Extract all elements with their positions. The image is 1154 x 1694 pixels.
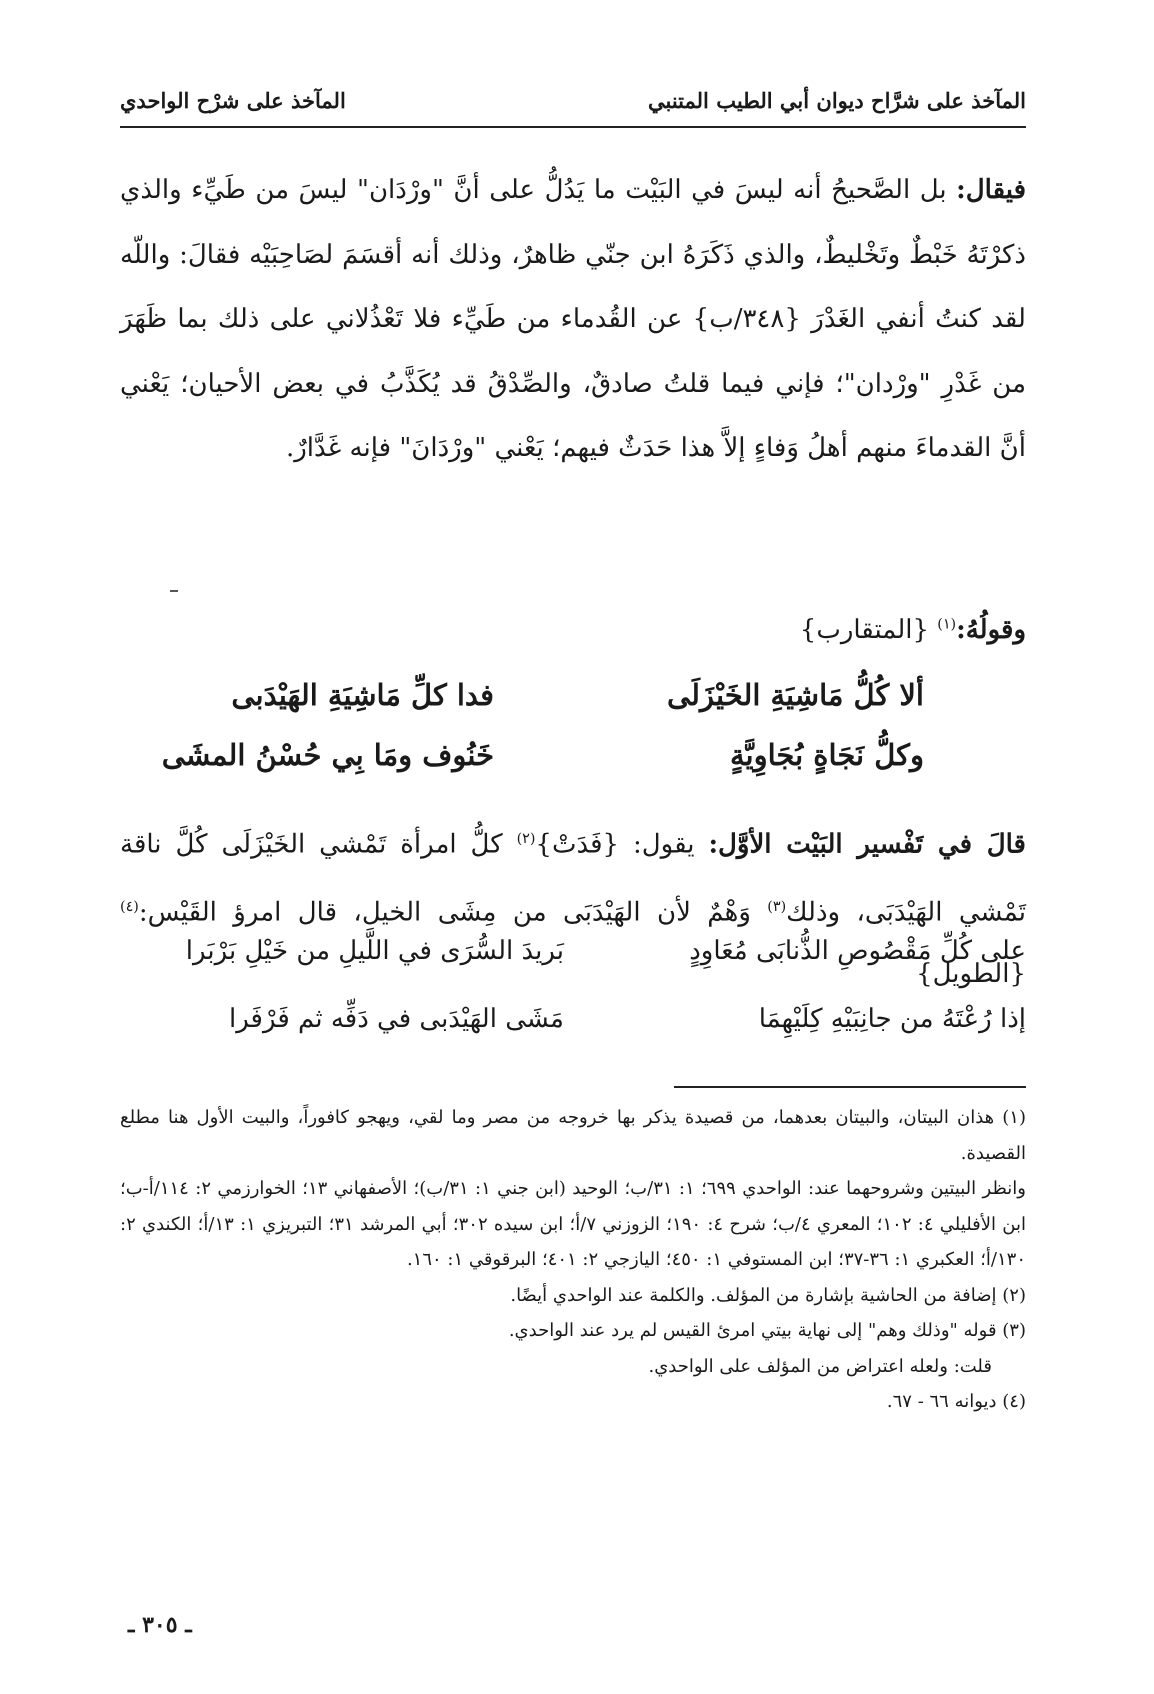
page-number: ـ ٣٠٥ ـ — [128, 1612, 192, 1638]
footnote-1b: وانظر البيتين وشروحهما عند: الواحدي ٦٩٩؛ ١: ٣١/ب؛ الوحيد (ابن جني ١: ٣١/ب)؛ الأصفهاني ١٣؛ الخوارزمي ٢: ١١٤/أ-ب؛ ابن الأفليلي ٤: ١٠٢؛ المعري ٤/ب؛ شرح ٤: ١٩٠؛ الزوزني ٧/أ؛ ابن سيده ٣٠٢؛ أبي المرشد ٣١؛ التبريزي ١: ١٣/أ؛ الكندي ٢: ١٣٠/أ؛ العكبري ١: ٣٦-٣٧؛ ابن المستوفي ١: ٤٥٠؛ اليازجي ٢: ٤٠١؛ البرقوقي ١: ١٦٠. — [120, 1178, 1026, 1270]
verse-1-first-hemistich: ألا كُلُّ مَاشِيَةِ الخَيْزَلَى — [667, 678, 924, 712]
footnote-ref-4: (٤) — [120, 898, 139, 915]
footnote-ref-2: (٢) — [516, 831, 536, 847]
commentary-meter: {الطويل} — [916, 959, 1026, 990]
running-header-section-title: المآخذ على شرْح الواحدي — [120, 88, 346, 113]
verse-2-first-hemistich: وكلُّ نَجَاةٍ بُجَاوِيَّةٍ — [729, 738, 924, 772]
quoted-verse-2-first-hemistich: إذا رُعْتَهُ من جانِبَيْهِ كِلَيْهِمَا — [758, 1004, 1026, 1034]
commentary-text-3: وَهْمٌ لأن الهَيْدَبَى من مِشَى الخيل، قال امرؤ القَيْس: — [138, 897, 768, 928]
header-rule — [120, 126, 1026, 128]
poem-intro-lead: وقولُهُ: — [956, 615, 1026, 645]
verse-1-second-hemistich: فدا كلِّ مَاشِيَةِ الهَيْدَبى — [231, 678, 494, 712]
commentary-text-2: كلُّ امرأة تَمْشي الخَيْزَلَى كُلَّ ناقة تَمْشي الهَيْدَبَى، وذلك — [120, 829, 1026, 928]
paragraph-lead: فيقال: — [956, 175, 1026, 205]
stray-mark — [170, 590, 178, 592]
footnote-ref-3: (٣) — [767, 898, 787, 915]
running-header-book-title: المآخذ على شرَّاح ديوان أبي الطيب المتنبي — [648, 88, 1026, 113]
footnote-ref-1: (١) — [937, 616, 957, 633]
footnote-3b: قلت: ولعله اعتراض من المؤلف على الواحدي. — [648, 1355, 992, 1377]
quoted-verse-2-second-hemistich: مَشَى الهَيْدَبى في دَفِّه ثم فَرْفَرا — [228, 1004, 564, 1034]
footnote-3: (٣) قوله "وذلك وهم" إلى نهاية بيتي امرئ القيس لم يرد عند الواحدي. — [508, 1320, 1026, 1341]
paragraph-text: بل الصَّحيحُ أنه ليسَ في البَيْت ما يَدُلُّ على أنَّ "ورْدَان" ليسَ من طَيِّء والذي ذكرْتَهُ خَبْطٌ وتَخْليطٌ، والذي ذَكَرَهُ ابن جنّي ظاهرٌ، وذلك أنه أقسَمَ لصَاحِبَيْه فقالَ: واللّه لقد كنتُ أنفي الغَدْرَ {٣٤٨/ب} عن القُدماء من طَيِّء فلا تَعْذُلاني على ذلك بما ظَهَرَ من غَدْرِ "ورْدان"؛ فإني فيما قلتُ صادقٌ، والصِّدْقُ قد يُكَذَّبُ في بعض الأحيان؛ يَعْني أنَّ القدماءَ منهم أهلُ وَفاءٍ إلاَّ هذا حَدَثٌ فيهم؛ يَعْني "ورْدَانَ" فإنه غَدَّارٌ. — [120, 175, 1026, 463]
commentary-lead: قالَ في تَفْسير البَيْت الأوَّل: — [708, 829, 1026, 860]
quoted-verse-1-second-hemistich: بَريدَ السُّرَى في اللَّيلِ من خَيْلِ بَرْبَرا — [185, 936, 564, 966]
main-paragraph — [120, 158, 1026, 481]
footnote-1a: (١) هذان البيتان، والبيتان بعدهما، من قصيدة يذكر بها خروجه من مصر وما لقي، ويهجو كافوراً، والبيت الأول هنا مطلع القصيدة. — [120, 1107, 1026, 1164]
footnote-rule — [674, 1086, 1026, 1088]
poem-meter: {المتقارب} — [799, 615, 930, 645]
footnotes — [120, 1100, 1026, 1420]
commentary-text-1: يقول: {فَدَتْ} — [535, 829, 709, 860]
footnote-4: (٤) ديوانه ٦٦ - ٦٧. — [886, 1391, 1026, 1412]
poem-intro — [800, 615, 1026, 645]
commentary-paragraph — [120, 808, 1026, 1005]
footnote-2: (٢) إضافة من الحاشية بإشارة من المؤلف. والكلمة عند الواحدي أيضًا. — [510, 1284, 1026, 1306]
quoted-verse-1-first-hemistich: على كُلِّ مَقْصُوصِ الذُّنابَى مُعَاوِدٍ — [689, 936, 1026, 966]
verse-2-second-hemistich: خَنُوف ومَا بِي حُسْنُ المشَى — [161, 738, 494, 772]
